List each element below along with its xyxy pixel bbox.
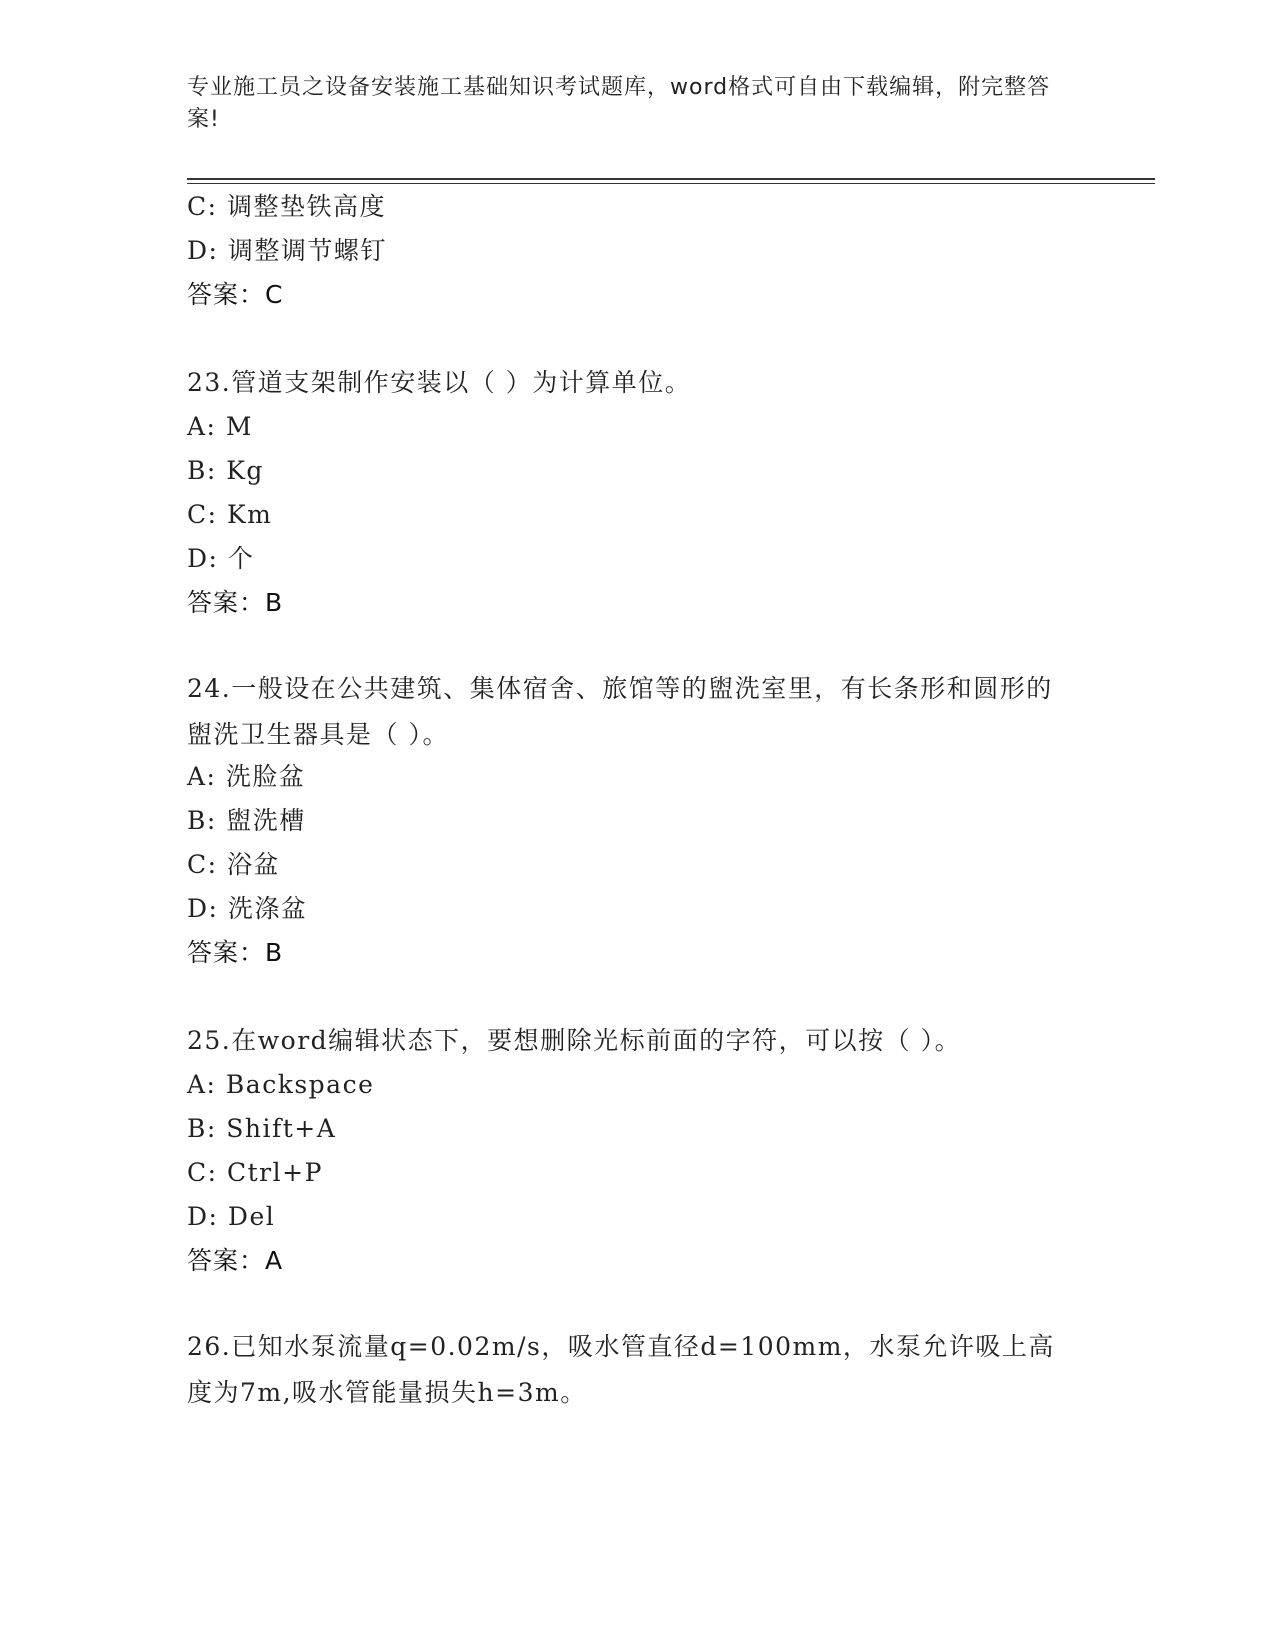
q26-question: 26.已知水泵流量q=0.02m/s，吸水管直径d=100mm，水泵允许吸上高度为7m,吸水管能量损失h=3m。 bbox=[187, 1332, 1055, 1407]
header-divider-bottom bbox=[187, 183, 1155, 184]
q23-option-b: B: Kg bbox=[187, 456, 264, 485]
prev-option-d: D: 调整调节螺钉 bbox=[187, 236, 387, 265]
header-divider-top bbox=[187, 178, 1155, 180]
q24-answer: 答案：B bbox=[187, 938, 284, 967]
prev-option-c: C: 调整垫铁高度 bbox=[187, 192, 386, 221]
q25-option-a: A: Backspace bbox=[187, 1070, 375, 1099]
q23-option-d: D: 个 bbox=[187, 544, 255, 573]
q24-option-a: A: 洗脸盆 bbox=[187, 762, 306, 791]
q25-option-c: C: Ctrl+P bbox=[187, 1158, 323, 1187]
q23-option-c: C: Km bbox=[187, 500, 273, 529]
q23-option-a: A: M bbox=[187, 412, 254, 441]
q24-question: 24.一般设在公共建筑、集体宿舍、旅馆等的盥洗室里，有长条形和圆形的盥洗卫生器具是（ ）。 bbox=[187, 674, 1053, 749]
q25-option-d: D: Del bbox=[187, 1202, 276, 1231]
q24-option-d: D: 洗涤盆 bbox=[187, 894, 308, 923]
document-header: 专业施工员之设备安装施工基础知识考试题库，word格式可自由下载编辑，附完整答案! bbox=[187, 75, 1051, 132]
q25-answer: 答案：A bbox=[187, 1246, 284, 1275]
prev-answer: 答案：C bbox=[187, 280, 284, 309]
q24-option-b: B: 盥洗槽 bbox=[187, 806, 306, 835]
q23-question: 23.管道支架制作安装以（ ）为计算单位。 bbox=[187, 368, 692, 397]
q25-option-b: B: Shift+A bbox=[187, 1114, 337, 1143]
q24-option-c: C: 浴盆 bbox=[187, 850, 280, 879]
q25-question: 25.在word编辑状态下，要想删除光标前面的字符，可以按（ ）。 bbox=[187, 1026, 962, 1055]
q23-answer: 答案：B bbox=[187, 588, 284, 617]
